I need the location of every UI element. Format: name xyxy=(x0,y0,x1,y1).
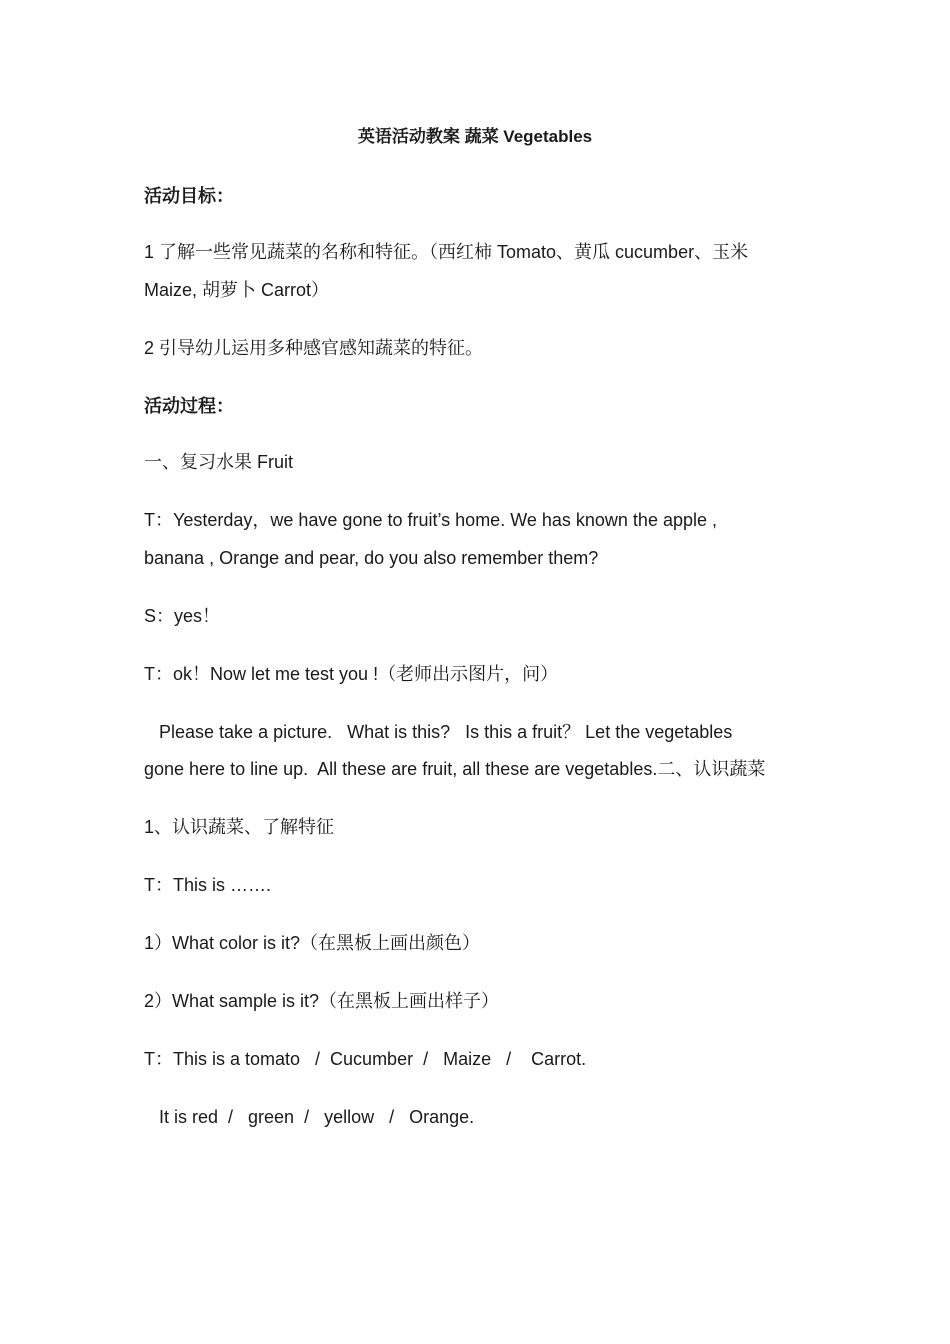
teacher-line-1b: banana , Orange and pear, do you also remember them? xyxy=(144,548,599,568)
goals-heading: 活动目标： xyxy=(144,186,234,206)
goal-1-line-1: 1 了解一些常见蔬菜的名称和特征。（西红柿 Tomato、黄瓜 cucumber、玉米 xyxy=(144,242,749,262)
question-1: 1）What color is it?（在黑板上画出颜色） xyxy=(144,933,481,953)
teacher-line-1a: T：Yesterday，we have gone to fruit’s home. We has known the apple , xyxy=(144,510,717,530)
step-1-heading: 一、复习水果 Fruit xyxy=(144,452,294,472)
student-line-1: S：yes！ xyxy=(144,606,221,626)
teacher-line-3a: Please take a picture. What is this? Is this a fruit？ Let the vegetables xyxy=(144,722,733,742)
step-2-1-heading: 1、认识蔬菜、了解特征 xyxy=(144,817,335,837)
goal-1-line-2: Maize, 胡萝卜 Carrot） xyxy=(144,280,330,300)
teacher-line-2: T：ok！Now let me test you !（老师出示图片，问） xyxy=(144,664,559,684)
teacher-line-3b: gone here to line up. All these are fruit, all these are vegetables.二、认识蔬菜 xyxy=(144,759,766,779)
teacher-line-5: T：This is a tomato / Cucumber / Maize / Carrot. xyxy=(144,1049,587,1069)
question-2: 2）What sample is it?（在黑板上画出样子） xyxy=(144,991,500,1011)
teacher-line-4: T：This is ……. xyxy=(144,875,272,895)
process-heading: 活动过程： xyxy=(144,396,234,416)
document-title: 英语活动教案 蔬菜 Vegetables xyxy=(357,127,593,146)
teacher-line-6: It is red / green / yellow / Orange. xyxy=(144,1107,475,1127)
goal-2: 2 引导幼儿运用多种感官感知蔬菜的特征。 xyxy=(144,338,484,358)
